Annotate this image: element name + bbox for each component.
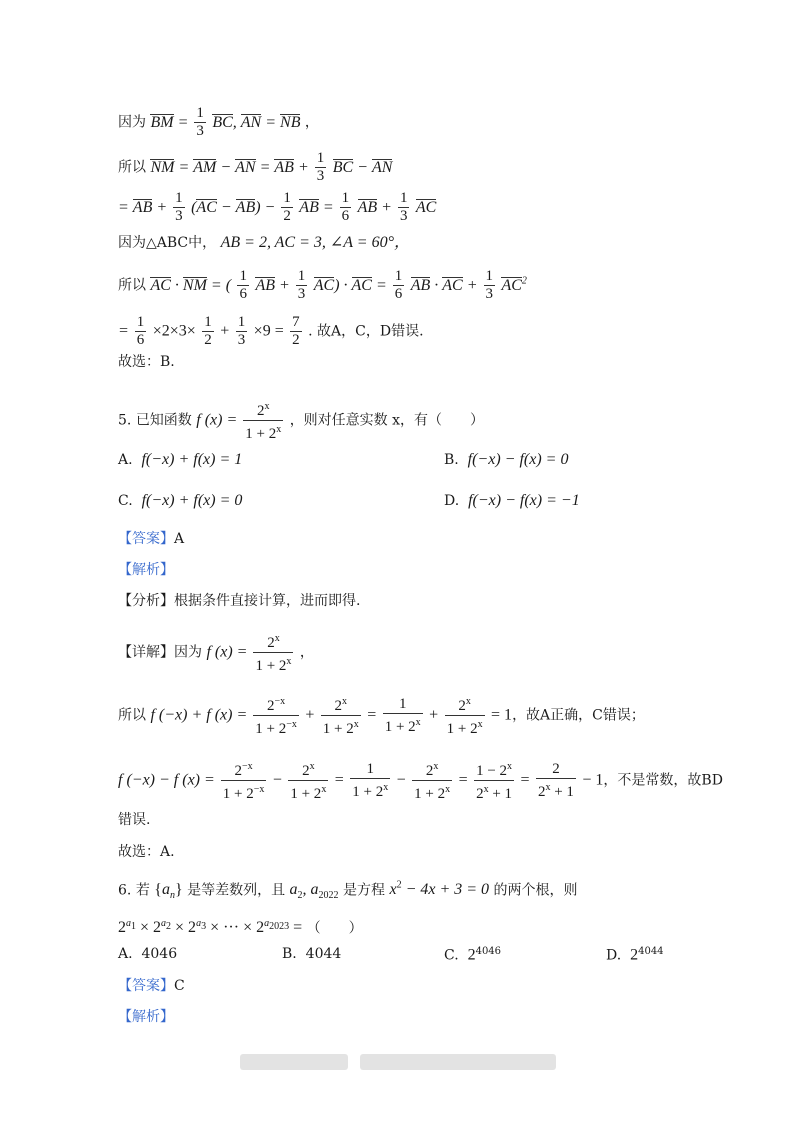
q5-fenxi: 【分析】根据条件直接计算，进而即得. xyxy=(118,593,361,609)
q5-option-d: D. f(−x) − f(x) = −1 xyxy=(444,492,580,509)
line-so-nm: 所以 NM = AM − AN = AB + $\frac{1}{3}$ BC − AN xyxy=(118,150,393,184)
question-number: 5. xyxy=(118,412,132,429)
line-nm-expand: = AB + $\frac{1}{3}$ (AC − AB) − $\frac{1}{2}$ AB = $\frac{1}{6}$ AB + $\frac{1}{3}$ AC xyxy=(118,190,437,224)
q5-sum-line: 所以 f (−x) + f (x) = $\frac{2^{-x}}{1 + 2^{-x}}$ + $\frac{2^x}{1 + 2^x}$ = $\frac{1}{1 + 2^x}$ + $\frac{2^x}{1 + 2^x}$ = 1，故A正确，C错误； xyxy=(118,695,645,737)
line-triangle xyxy=(118,233,410,253)
watermark-blur xyxy=(240,1054,348,1070)
q6-option-d: D. $2^{4044}$ xyxy=(606,946,664,964)
q5-analysis-tag: 【解析】 xyxy=(118,562,174,578)
text: 因为 xyxy=(118,114,146,131)
text: 因为△ABC中， xyxy=(118,235,217,251)
wrong-text: 错误. xyxy=(118,812,151,828)
text: 所以 xyxy=(118,277,146,294)
line-dot-product: 所以 AC · NM = ( $\frac{1}{6}$ AB + $\frac{1}{3}$ AC) · AC = $\frac{1}{6}$ AB · AC + $\frac{1}{3}$ $AC^2$ xyxy=(118,268,527,302)
question-5: 5. 已知函数 f (x) = $\frac{2^x}{1 + 2^x}$ ，则对任意实数 x，有（ ） xyxy=(118,401,485,442)
fraction: $\frac{1}{3}$ xyxy=(196,105,204,139)
q5-option-a: A. f(−x) + f(x) = 1 xyxy=(118,451,243,468)
q5-option-b: B. f(−x) − f(x) = 0 xyxy=(444,451,569,468)
q6-option-a: A. 4046 xyxy=(118,946,178,962)
text: 所以 xyxy=(118,159,146,176)
text: . 故A，C，D错误. xyxy=(308,323,424,340)
watermark-blur xyxy=(360,1054,556,1070)
q6-option-b: B. 4044 xyxy=(282,946,342,962)
question-6: 6. 若 $\{a_n\}$ 是等差数列，且 $a_2$, $a_{2022}$ 是方程 $x^2 - 4x + 3 = 0$ 的两个根，则 xyxy=(118,880,578,902)
choose-a: 故选：A. xyxy=(118,844,175,860)
text: 已知函数 xyxy=(135,412,192,429)
choose-b: 故选：B. xyxy=(118,354,175,370)
line-because-bm: 因为 BM = $\frac{1}{3}$ BC, AN = NB ， xyxy=(118,105,319,139)
line-result: = $\frac{1}{6}$ ×2×3× $\frac{1}{2}$ + $\frac{1}{3}$ ×9 = $\frac{7}{2}$ . 故A，C，D错误. xyxy=(118,314,424,348)
q6-product: $2^{a_1} \times 2^{a_2} \times 2^{a_3}$ × ··· × $2^{a_{2023}}$ = （ ） xyxy=(118,918,363,937)
q6-answer: 【答案】C xyxy=(118,978,185,994)
q6-option-c: C. $2^{4046}$ xyxy=(444,946,502,964)
q6-analysis-tag: 【解析】 xyxy=(118,1009,174,1025)
math-text: AB = 2, AC = 3, ∠A = 60°， xyxy=(220,234,410,251)
q5-option-c: C. f(−x) + f(x) = 0 xyxy=(118,492,243,509)
text: ，则对任意实数 x，有（ ） xyxy=(289,412,485,429)
q5-diff-line: f (−x) − f (x) = $\frac{2^{-x}}{1 + 2^{-x}}$ − $\frac{2^x}{1 + 2^x}$ = $\frac{1}{1 + 2^x}$ − $\frac{2^x}{1 + 2^x}$ = $\frac{1 - 2^x}{2^x + 1}$ = $\frac{2}{2^x + 1}$ − 1，不是常数，故BD xyxy=(118,760,723,802)
q5-xiangjie: 【详解】因为 f (x) = $\frac{2^x}{1 + 2^x}$ ， xyxy=(118,633,314,674)
q5-answer: 【答案】A xyxy=(118,531,185,547)
